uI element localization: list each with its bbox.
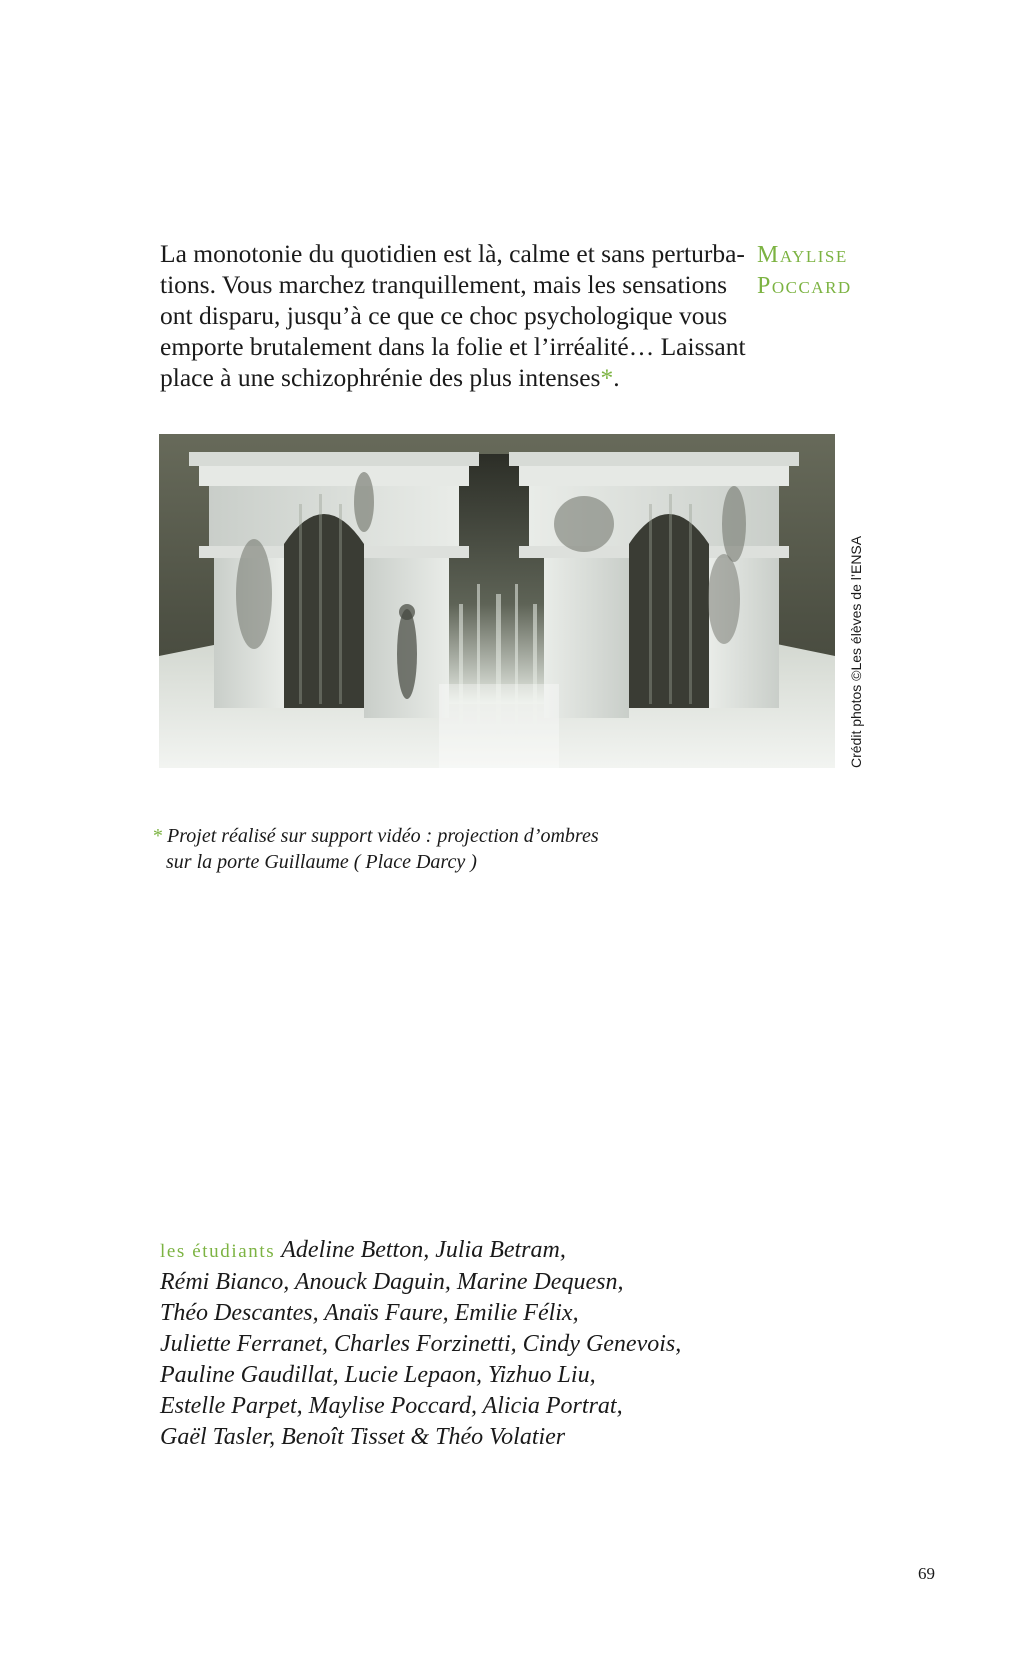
students-first-line bbox=[160, 1235, 681, 1267]
students-names: Pauline Gaudillat, Lucie Lepaon, Yizhuo Liu, bbox=[160, 1362, 596, 1388]
students-names: Théo Descantes, Anaïs Faure, Emilie Félix, bbox=[160, 1300, 579, 1326]
footnote bbox=[152, 823, 599, 875]
project-photo bbox=[159, 434, 835, 768]
intro-line: tions. Vous marchez tranquillement, mais les sensations bbox=[160, 270, 728, 299]
arch-shadow-projection-image bbox=[159, 434, 835, 768]
intro-line: La monotonie du quotidien est là, calme et sans perturba- bbox=[160, 239, 745, 268]
intro-paragraph bbox=[160, 238, 760, 393]
students-heading: les étudiants bbox=[160, 1241, 276, 1262]
footnote-text-1: Projet réalisé sur support vidéo : projection d’ombres bbox=[167, 825, 599, 847]
students-names: Rémi Bianco, Anouck Daguin, Marine Dequesn, bbox=[160, 1269, 624, 1295]
students-names: Adeline Betton, Julia Betram, bbox=[281, 1237, 566, 1263]
end-punctuation: . bbox=[613, 363, 620, 392]
students-list bbox=[160, 1235, 681, 1453]
footnote-line-1 bbox=[152, 823, 599, 849]
footnote-marker: * bbox=[600, 363, 614, 392]
photo-credit: Crédit photos ©Les élèves de l’ENSA bbox=[848, 535, 864, 768]
left-arch bbox=[189, 452, 479, 718]
page-number: 69 bbox=[918, 1564, 935, 1583]
intro-line-text: place à une schizophrénie des plus intenses bbox=[160, 363, 601, 392]
footnote-asterisk: * bbox=[152, 825, 162, 847]
right-arch bbox=[509, 452, 799, 718]
author-last-name: Poccard bbox=[757, 273, 852, 299]
footnote-line-2: sur la porte Guillaume ( Place Darcy ) bbox=[166, 851, 477, 873]
author-first-name: Maylise bbox=[757, 242, 848, 268]
students-names: Gaël Tasler, Benoît Tisset & Théo Volatier bbox=[160, 1424, 566, 1450]
students-names: Estelle Parpet, Maylise Poccard, Alicia Portrat, bbox=[160, 1393, 623, 1419]
students-names: Juliette Ferranet, Charles Forzinetti, Cindy Genevois, bbox=[160, 1331, 682, 1357]
intro-line: emporte brutalement dans la folie et l’irréalité… Laissant bbox=[160, 332, 746, 361]
author-name bbox=[757, 240, 852, 302]
intro-line: ont disparu, jusqu’à ce que ce choc psychologique vous bbox=[160, 301, 728, 330]
intro-line-last bbox=[160, 362, 760, 393]
